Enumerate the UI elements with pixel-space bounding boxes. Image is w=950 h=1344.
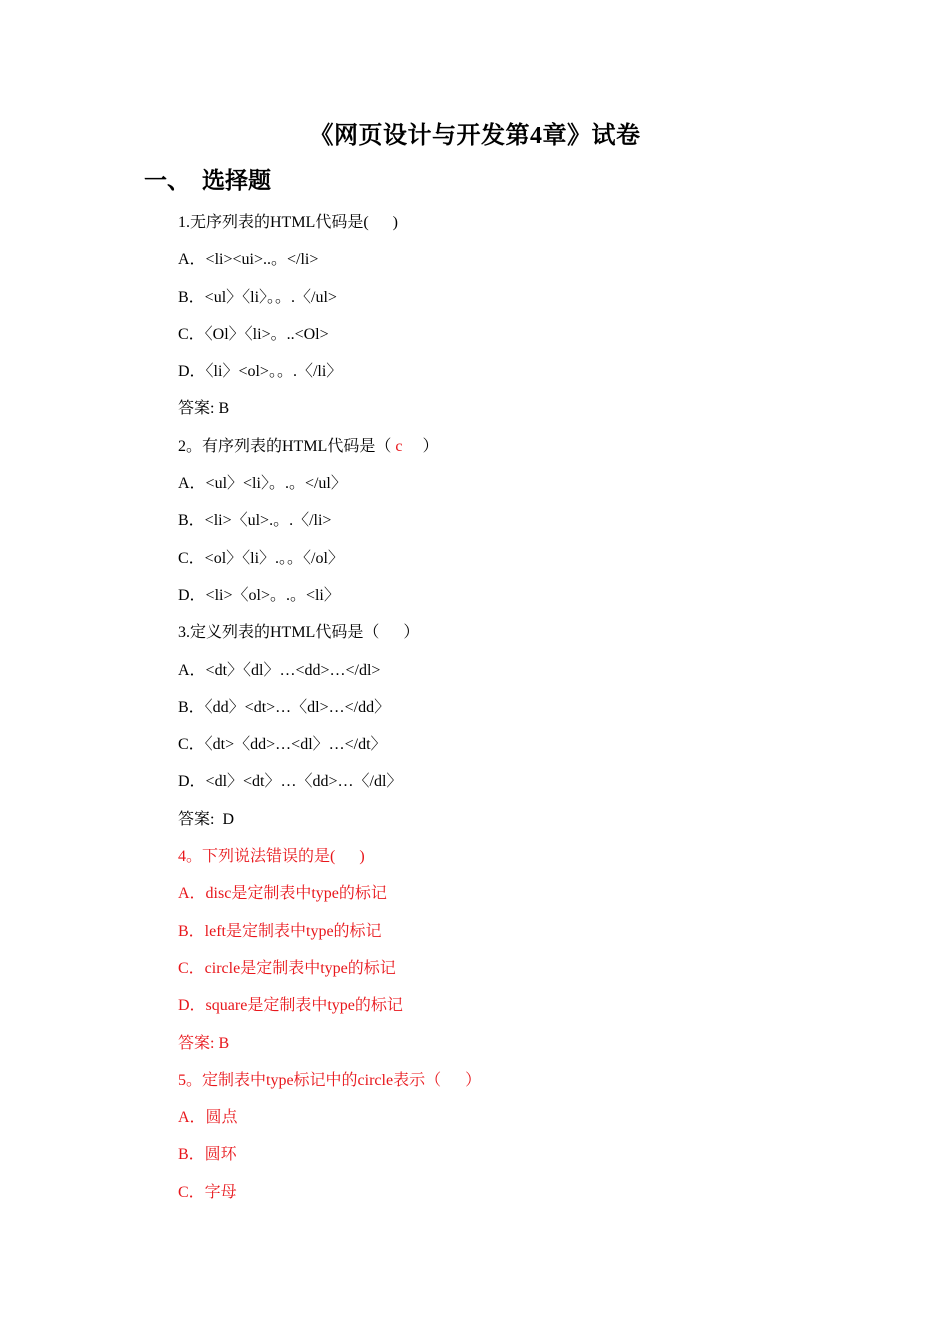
question-line: B．left是定制表中type的标记 [178, 922, 382, 940]
question-line: B．圆环 [178, 1146, 237, 1164]
question-line: C．〈dt>〈dd>…<dl〉…</dt〉 [178, 736, 387, 754]
question-line: 4。下列说法错误的是( ) [178, 848, 365, 866]
section-title: 选择题 [202, 168, 271, 193]
section-number: 一、 [144, 168, 190, 193]
question-line: D．〈li〉<ol>。。.〈/li〉 [178, 363, 343, 381]
question-line: A．<ul〉<li〉。.。</ul〉 [178, 475, 347, 493]
question-line: 答案: B [178, 1034, 230, 1052]
question-line: 3.定义列表的HTML代码是（ ） [178, 624, 420, 642]
question-line: B．<li>〈ul>.。.〈/li> [178, 512, 332, 530]
question-line: C．〈Ol〉〈li>。..<Ol> [178, 325, 329, 343]
question-line: B．<ul〉〈li〉。。.〈/ul> [178, 288, 337, 306]
question-line: A．<dt〉〈dl〉…<dd>…</dl> [178, 661, 381, 679]
question-line: D．<dl〉<dt〉…〈dd>…〈/dl〉 [178, 773, 403, 791]
question-list [178, 207, 878, 1214]
document-title: 《网页设计与开发第4章》试卷 [309, 123, 641, 149]
question-line: C．circle是定制表中type的标记 [178, 959, 396, 977]
question-line [178, 431, 878, 468]
question-line: 5。定制表中type标记中的circle表示（ ） [178, 1071, 482, 1089]
question-line: A．disc是定制表中type的标记 [178, 885, 387, 903]
question-line: 1.无序列表的HTML代码是( ) [178, 214, 398, 231]
question-line: 答案: B [178, 400, 230, 418]
question-text: ） [402, 437, 439, 455]
section-heading [144, 164, 271, 198]
filled-answer: c [395, 437, 403, 455]
question-line: C．字母 [178, 1183, 237, 1201]
question-line: 答案: D [178, 810, 235, 828]
question-line: A．圆点 [178, 1109, 238, 1127]
question-line: C．<ol〉〈li〉.。。〈/ol〉 [178, 549, 344, 567]
question-line: D．<li>〈ol>。.。<li〉 [178, 586, 340, 604]
question-text: 2。有序列表的HTML代码是（ [178, 437, 396, 455]
question-line: B．〈dd〉<dt>…〈dl>…</dd〉 [178, 698, 391, 716]
question-line: D．square是定制表中type的标记 [178, 997, 403, 1015]
question-line: A．<li><ui>..。</li> [178, 251, 319, 269]
